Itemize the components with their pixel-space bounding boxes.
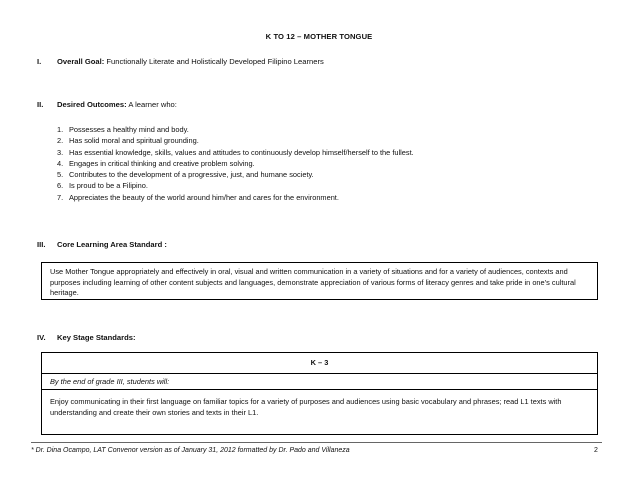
item-number: 4. (57, 158, 64, 168)
item-number: 7. (57, 192, 64, 202)
list-item (57, 158, 414, 169)
item-text: Engages in critical thinking and creative problem solving. (69, 158, 255, 168)
item-number: 1. (57, 125, 64, 134)
item-text: Contributes to the development of a progressive, just, and humane society. (69, 170, 314, 180)
core-standard-box: Use Mother Tongue appropriately and effectively in oral, visual and written communication in a variety of situations and for a variety of audiences, contexts and purposes including learning of other content subjects and languages, demonstrate appreciation of various forms of literacy genres and take pride in one’s cultural heritage. (41, 262, 598, 300)
table-header: K – 3 (42, 353, 597, 374)
section-label: Desired Outcomes: (57, 100, 127, 109)
list-item (57, 135, 414, 146)
list-item (57, 124, 414, 135)
item-number: 2. (57, 136, 64, 146)
table-body: Enjoy communicating in their first language on familiar topics for a variety of purposes and audiences using basic vocabulary and phrases; read L1 texts with understanding and create their own stories and texts in their L1. (50, 397, 562, 417)
item-number: 6. (57, 181, 64, 191)
section-heading (57, 100, 177, 109)
goal-text: Functionally Literate and Holistically Developed Filipino Learners (104, 57, 324, 66)
section-numeral: II. (37, 100, 44, 109)
footer-note: * Dr. Dina Ocampo, LAT Convenor version as of January 31, 2012 formatted by Dr. Pado and Villaneza (31, 447, 350, 454)
section-label: Overall Goal: (57, 57, 105, 66)
footer-divider (31, 442, 602, 443)
section-label: Key Stage Standards: (57, 333, 136, 342)
item-text: Is proud to be a Filipino. (69, 181, 148, 191)
section-heading (57, 333, 136, 342)
key-stage-table (41, 352, 598, 435)
list-item (57, 147, 414, 158)
section-numeral: III. (37, 240, 46, 249)
page-title: K TO 12 – MOTHER TONGUE (265, 32, 373, 41)
item-text: Possesses a healthy mind and body. (69, 125, 189, 134)
page-number: 2 (594, 447, 598, 454)
item-number: 3. (57, 147, 64, 157)
item-text: Has essential knowledge, skills, values and attitudes to continuously develop himself/herself to the fullest. (69, 147, 414, 157)
outcomes-list (57, 124, 414, 203)
item-text: Has solid moral and spiritual grounding. (69, 136, 199, 146)
list-item (57, 169, 414, 180)
list-item (57, 180, 414, 191)
item-text: Appreciates the beauty of the world around him/her and cares for the environment. (69, 192, 339, 202)
section-heading (57, 57, 324, 66)
table-intro: By the end of grade III, students will: (42, 374, 597, 390)
list-item (57, 192, 414, 203)
section-label: Core Learning Area Standard : (57, 240, 167, 249)
outcomes-intro: A learner who: (126, 100, 177, 109)
item-number: 5. (57, 170, 64, 180)
section-numeral: I. (37, 57, 42, 66)
section-numeral: IV. (37, 333, 46, 342)
section-heading (57, 240, 167, 249)
